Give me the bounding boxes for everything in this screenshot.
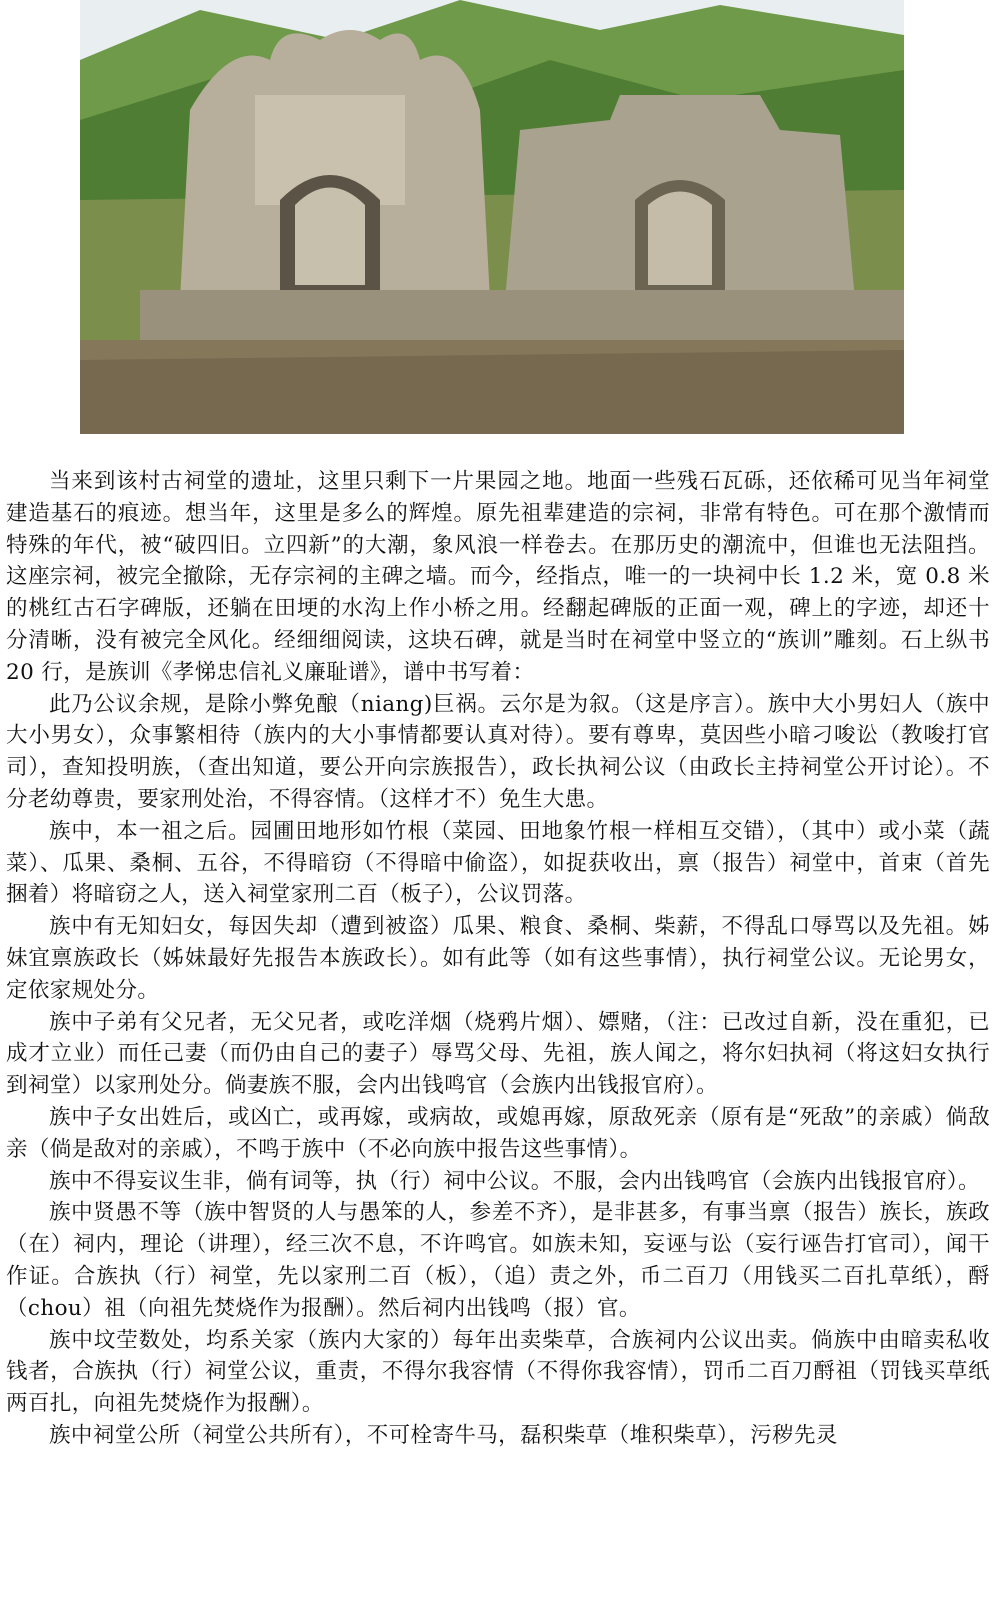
paragraph-rule-gossip: 族中不得妄议生非，倘有词等，执（行）祠中公议。不服，会内出钱鸣官（会族内出钱报官府）。 [49, 1168, 980, 1194]
paragraph-preface: 此乃公议余规，是除小弊免酿（niang)巨祸。云尔是为叙。（这是序言）。族中大小男妇人（族中大小男女），众事繁相待（族内的大小事情都要认真对待）。要有尊卑，莫因些小暗刁唆讼（教唆打官司），查知投明族，（查出知道，要公开向宗族报告），政长执祠公议（由政长主持祠堂公开讨论）。不分老幼尊贵，要家刑处治，不得容情。（这样才不）免生大患。 [6, 691, 990, 812]
paragraph-rule-daughters: 族中子女出姓后，或凶亡，或再嫁，或病故，或媳再嫁，原敌死亲（原有是“死敌”的亲戚）倘敌亲（倘是敌对的亲戚），不鸣于族中（不必向族中报告这些事情）。 [6, 1104, 990, 1162]
paragraph-rule-sons: 族中子弟有父兄者，无父兄者，或吃洋烟（烧鸦片烟）、嫖赌，（注：已改过自新，没在重犯，已成才立业）而任己妻（而仍由自己的妻子）辱骂父母、先祖，族人闻之，将尔妇执祠（将这妇女执行到祠堂）以家刑处分。倘妻族不服，会内出钱鸣官（会族内出钱报官府）。 [6, 1009, 990, 1099]
paragraph-rule-theft: 族中，本一祖之后。园圃田地形如竹根（菜园、田地象竹根一样相互交错），（其中）或小菜（蔬菜）、瓜果、桑桐、五谷，不得暗窃（不得暗中偷盗），如捉获收出，禀（报告）祠堂中，首束（首先捆着）将暗窃之人，送入祠堂家刑二百（板子），公议罚落。 [6, 818, 990, 908]
paragraph-rule-hall: 族中祠堂公所（祠堂公共所有），不可栓寄牛马，磊积柴草（堆积柴草），污秽先灵 [49, 1422, 838, 1448]
photo-image [80, 0, 904, 434]
paragraph-rule-disputes: 族中贤愚不等（族中智贤的人与愚笨的人，参差不齐），是非甚多，有事当禀（报告）族长，族政（在）祠内，理论（讲理），经三次不息，不许鸣官。如族未知，妄诬与讼（妄行诬告打官司），闻干作证。合族执（行）祠堂，先以家刑二百（板），（追）责之外，币二百刀（用钱买二百扎草纸），酹（chou）祖（向祖先焚烧作为报酬）。然后祠内出钱鸣（报）官。 [6, 1200, 990, 1321]
shrine-ruins-photo [80, 0, 904, 434]
paragraph-rule-graves: 族中坟茔数处，均系关家（族内大家的）每年出卖柴草，合族祠内公议出卖。倘族中由暗卖私收钱者，合族执（行）祠堂公议，重责，不得尔我容情（不得你我容情），罚币二百刀酹祖（罚钱买草纸两百扎，向祖先焚烧作为报酬）。 [6, 1327, 990, 1417]
article-body [6, 466, 990, 1452]
paragraph-rule-women: 族中有无知妇女，每因失却（遭到被盗）瓜果、粮食、桑桐、柴薪，不得乱口辱骂以及先祖。姊妹宜禀族政长（姊妹最好先报告本族政长）。如有此等（如有这些事情），执行祠堂公议。无论男女，定依家规处分。 [6, 914, 990, 1003]
paragraph-intro: 当来到该村古祠堂的遗址，这里只剩下一片果园之地。地面一些残石瓦砾，还依稀可见当年祠堂建造基石的痕迹。想当年，这里是多么的辉煌。原先祖辈建造的宗祠，非常有特色。可在那个激情而特殊的年代，被“破四旧。立四新”的大潮，象风浪一样卷去。在那历史的潮流中，但谁也无法阻挡。这座宗祠，被完全撤除，无存宗祠的主碑之墙。而今，经指点，唯一的一块祠中长 1.2 米，宽 0.8 米的桃红古石字碑版，还躺在田埂的水沟上作小桥之用。经翻起碑版的正面一观，碑上的字迹，却还十分清晰，没有被完全风化。经细细阅读，这块石碑，就是当时在祠堂中竖立的“族训”雕刻。石上纵书 20 行，是族训《孝悌忠信礼义廉耻谱》，谱中书写着： [6, 469, 990, 685]
